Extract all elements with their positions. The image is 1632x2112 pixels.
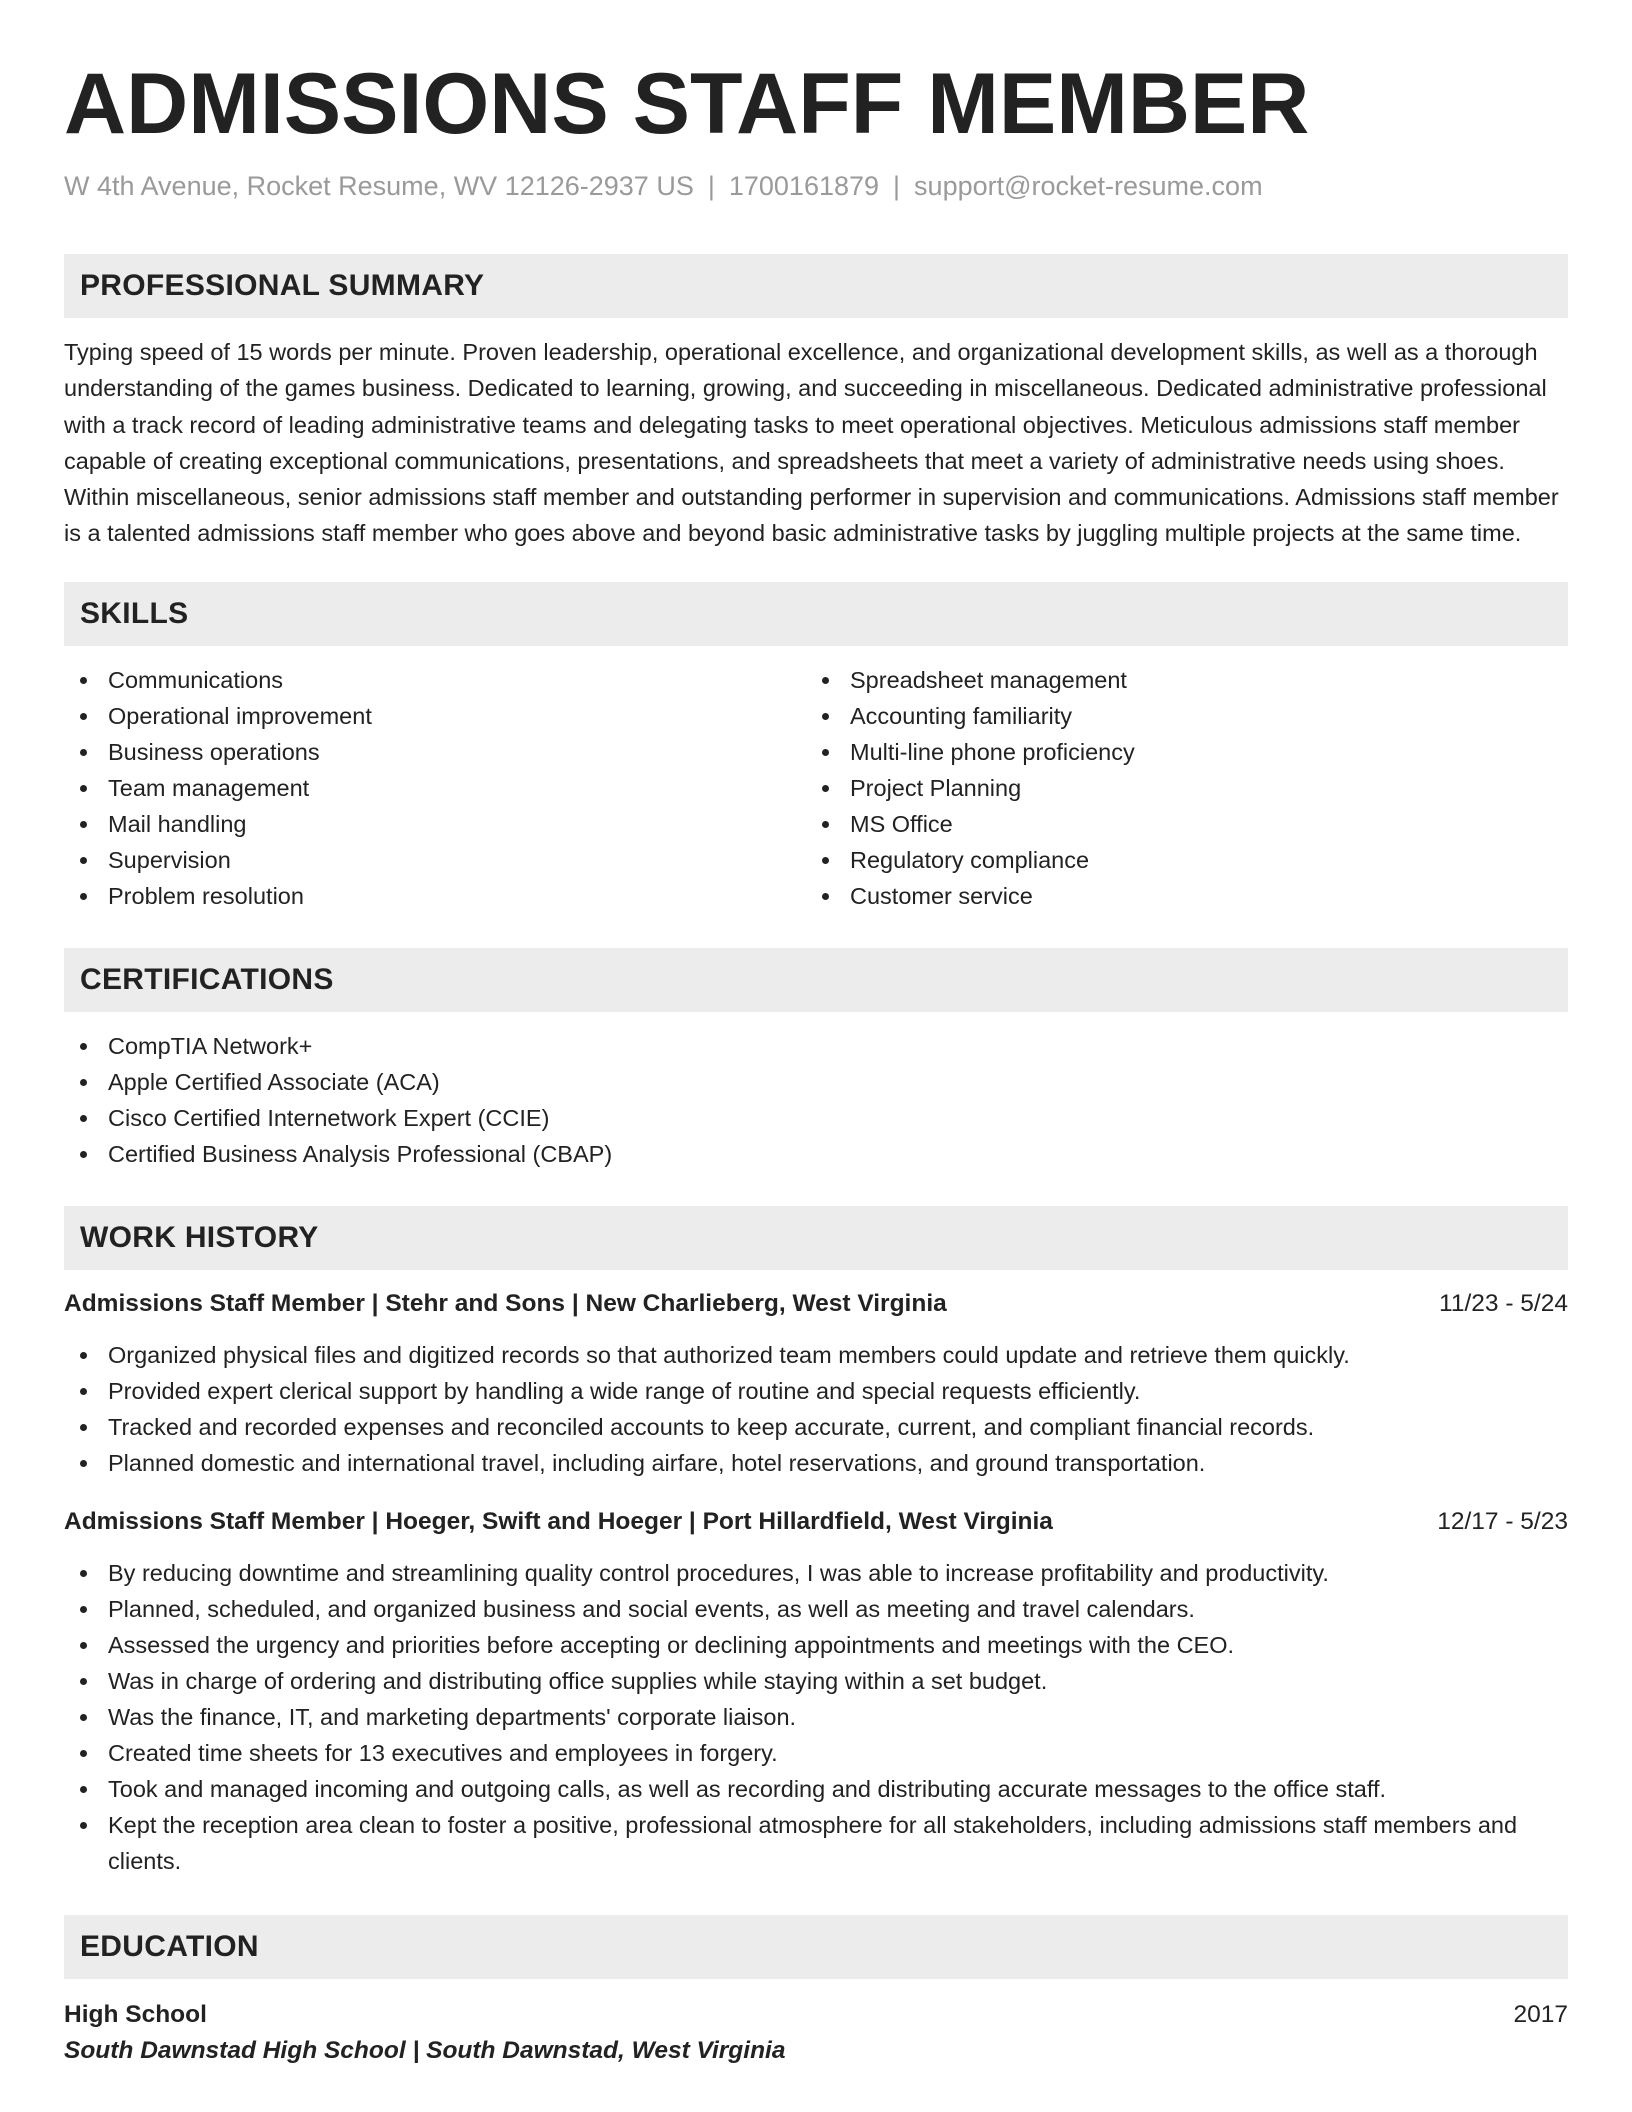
job-duty: Planned, scheduled, and organized business and social events, as well as meeting and travel calendars. xyxy=(64,1591,1568,1627)
certification-item: Certified Business Analysis Professional (CBAP) xyxy=(64,1136,1568,1172)
skill-item: Problem resolution xyxy=(64,878,806,914)
job-duty: Assessed the urgency and priorities before accepting or declining appointments and meetings with the CEO. xyxy=(64,1627,1568,1663)
education-header xyxy=(64,1997,1568,2033)
certification-item: Apple Certified Associate (ACA) xyxy=(64,1064,1568,1100)
job-header xyxy=(64,1286,1568,1322)
certification-item: Cisco Certified Internetwork Expert (CCIE) xyxy=(64,1100,1568,1136)
education-year: 2017 xyxy=(1513,2000,1568,2028)
job-dates: 11/23 - 5/24 xyxy=(1439,1289,1568,1317)
job-title: Admissions Staff Member | Stehr and Sons | New Charlieberg, West Virginia xyxy=(64,1289,947,1317)
skill-item: Communications xyxy=(64,662,806,698)
education-heading: EDUCATION xyxy=(64,1915,1568,1979)
certification-item: CompTIA Network+ xyxy=(64,1028,1568,1064)
job-duty: Planned domestic and international travel, including airfare, hotel reservations, and ground transportation. xyxy=(64,1445,1568,1481)
skill-item: Accounting familiarity xyxy=(806,698,1548,734)
summary-heading: PROFESSIONAL SUMMARY xyxy=(64,254,1568,318)
job-duty: Took and managed incoming and outgoing calls, as well as recording and distributing accurate messages to the office staff. xyxy=(64,1771,1568,1807)
work-history-heading: WORK HISTORY xyxy=(64,1206,1568,1270)
contact-address: W 4th Avenue, Rocket Resume, WV 12126-2937 US xyxy=(64,171,694,201)
skill-item: Business operations xyxy=(64,734,806,770)
skills-heading: SKILLS xyxy=(64,582,1568,646)
job-duty: Kept the reception area clean to foster a positive, professional atmosphere for all stakeholders, including admissions staff members and clients. xyxy=(64,1807,1568,1879)
resume-page xyxy=(64,56,1568,2069)
skill-item: Supervision xyxy=(64,842,806,878)
contact-line xyxy=(64,168,1568,204)
job-duty: Organized physical files and digitized records so that authorized team members could update and retrieve them quickly. xyxy=(64,1337,1568,1373)
skills-column-right xyxy=(806,662,1548,914)
skill-item: Project Planning xyxy=(806,770,1548,806)
job-dates: 12/17 - 5/23 xyxy=(1437,1507,1568,1535)
skill-item: Multi-line phone proficiency xyxy=(806,734,1548,770)
skill-item: Team management xyxy=(64,770,806,806)
contact-separator: | xyxy=(893,171,901,201)
candidate-name: ADMISSIONS STAFF MEMBER xyxy=(64,56,1310,152)
job-duty: Was in charge of ordering and distributing office supplies while staying within a set budget. xyxy=(64,1663,1568,1699)
job-duty: By reducing downtime and streamlining quality control procedures, I was able to increase profitability and productivity. xyxy=(64,1555,1568,1591)
summary-text: Typing speed of 15 words per minute. Proven leadership, operational excellence, and organizational development skills, as well as a thorough understanding of the games business. Dedicated to learning, growing, and succeeding in miscellaneous. Dedicated administrative professional with a track record of leading administrative teams and delegating tasks to meet operational objectives. Meticulous admissions staff member capable of creating exceptional communications, presentations, and spreadsheets that meet a variety of administrative needs using shoes. Within miscellaneous, senior admissions staff member and outstanding performer in supervision and communications. Admissions staff member is a talented admissions staff member who goes above and beyond basic administrative tasks by juggling multiple projects at the same time. xyxy=(64,339,1559,547)
certifications-list xyxy=(64,1028,1568,1172)
education-degree: High School xyxy=(64,2000,207,2028)
job-duty: Was the finance, IT, and marketing departments' corporate liaison. xyxy=(64,1699,1568,1735)
education-school: South Dawnstad High School | South Dawnstad, West Virginia xyxy=(64,2036,786,2064)
contact-separator: | xyxy=(707,171,715,201)
job-duties-list xyxy=(64,1337,1568,1481)
skill-item: Mail handling xyxy=(64,806,806,842)
skills-list xyxy=(64,662,1568,914)
contact-phone: 1700161879 xyxy=(728,171,880,201)
job-duty: Created time sheets for 13 executives and employees in forgery. xyxy=(64,1735,1568,1771)
contact-email[interactable]: support@rocket-resume.com xyxy=(914,171,1263,201)
skill-item: Operational improvement xyxy=(64,698,806,734)
skill-item: Regulatory compliance xyxy=(806,842,1548,878)
job-duties-list xyxy=(64,1555,1568,1879)
job-duty: Provided expert clerical support by handling a wide range of routine and special requests efficiently. xyxy=(64,1373,1568,1409)
skill-item: Spreadsheet management xyxy=(806,662,1548,698)
job-title: Admissions Staff Member | Hoeger, Swift and Hoeger | Port Hillardfield, West Virginia xyxy=(64,1507,1053,1535)
skill-item: MS Office xyxy=(806,806,1548,842)
skill-item: Customer service xyxy=(806,878,1548,914)
certifications-heading: CERTIFICATIONS xyxy=(64,948,1568,1012)
skills-column-left xyxy=(64,662,806,914)
job-duty: Tracked and recorded expenses and reconciled accounts to keep accurate, current, and compliant financial records. xyxy=(64,1409,1568,1445)
job-header xyxy=(64,1504,1568,1540)
